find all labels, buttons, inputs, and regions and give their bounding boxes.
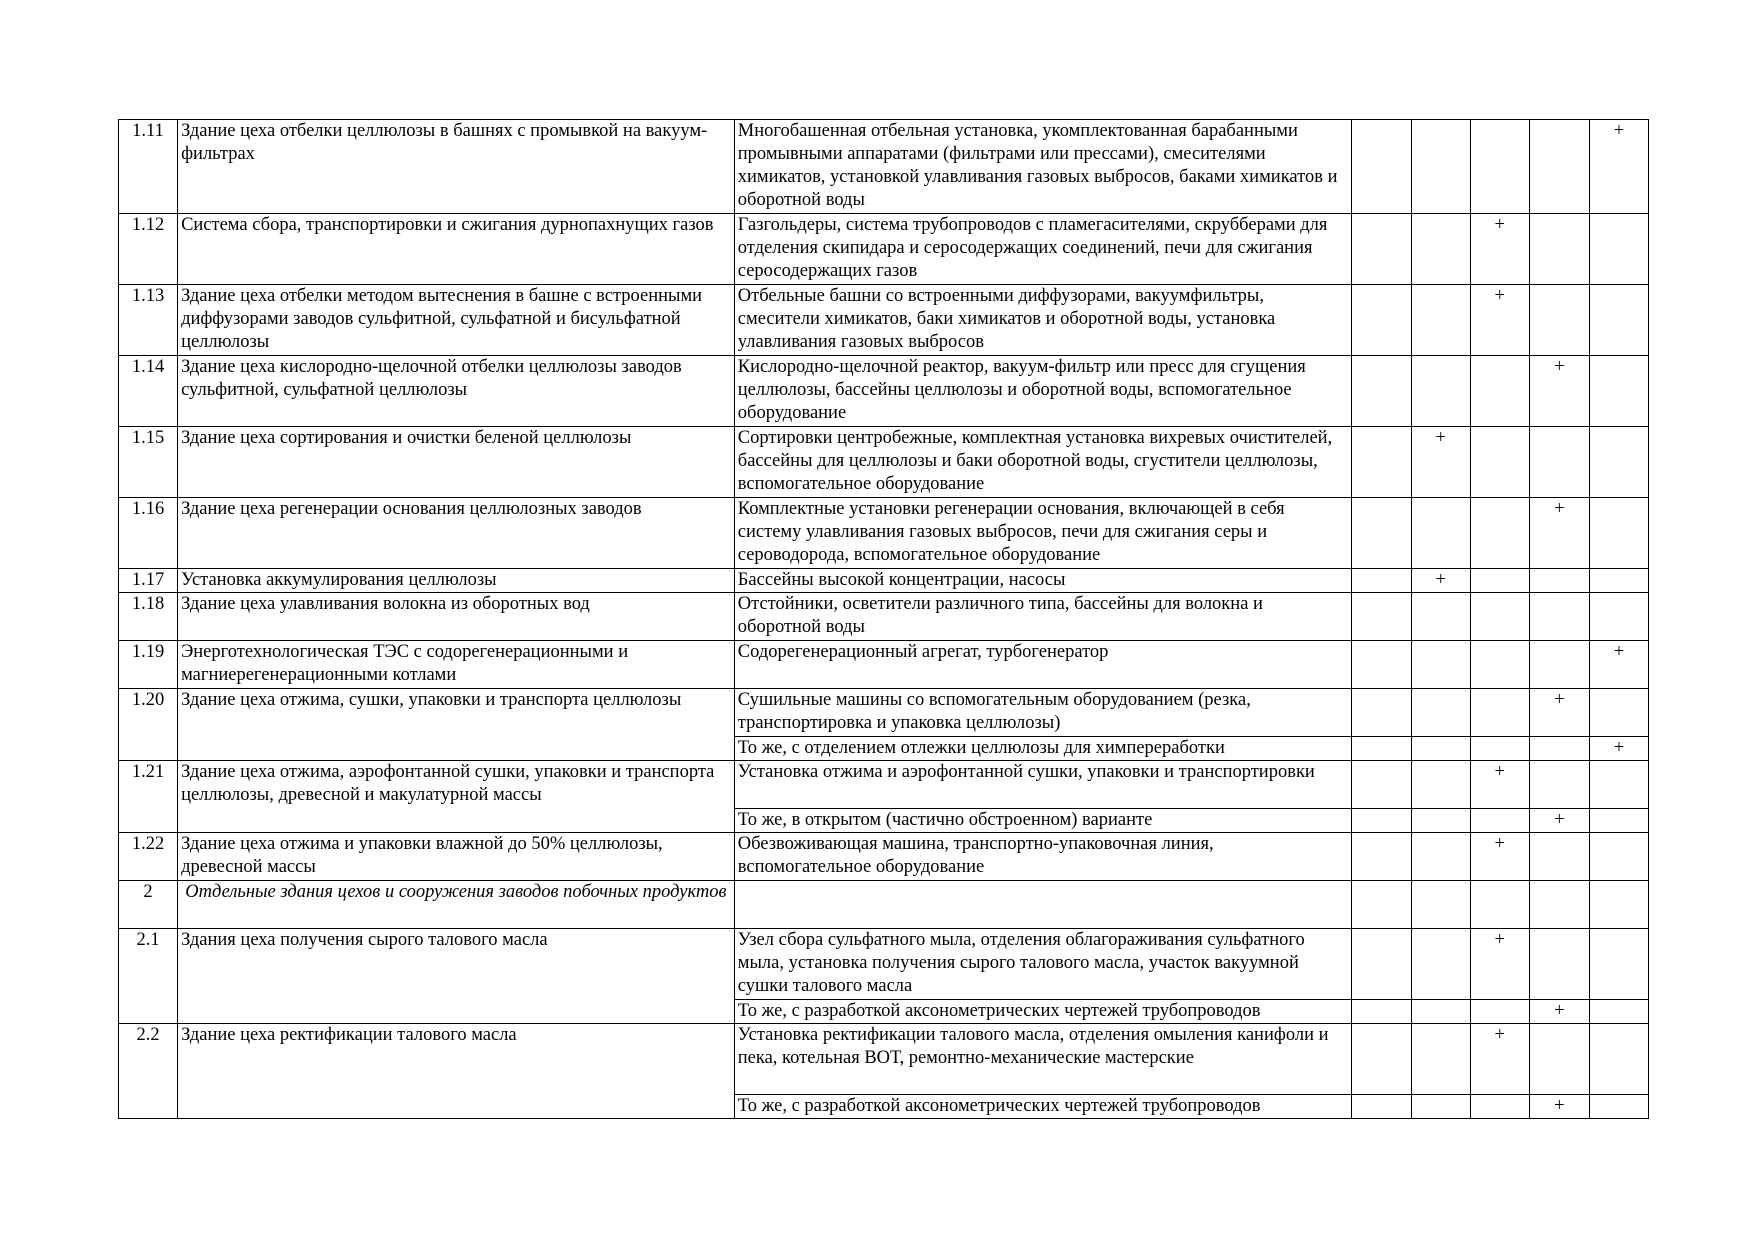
table-row: [119, 120, 1649, 214]
category-mark-3: [1470, 881, 1529, 929]
category-mark-1: [1351, 285, 1411, 356]
category-mark-5: [1589, 285, 1648, 356]
category-mark-2: +: [1411, 569, 1470, 593]
section-row: [119, 881, 1649, 929]
row-number: 1.12: [119, 214, 178, 285]
category-mark-4: [1529, 761, 1589, 809]
category-mark-5: +: [1589, 737, 1648, 761]
category-mark-2: [1411, 833, 1470, 881]
category-mark-4: +: [1529, 1000, 1589, 1024]
category-mark-4: [1529, 881, 1589, 929]
equipment-description: [734, 881, 1351, 929]
row-number: 1.16: [119, 498, 178, 569]
equipment-description: Установка отжима и аэрофонтанной сушки, упаковки и транспортировки: [734, 761, 1351, 809]
equipment-description: То же, в открытом (частично обстроенном) варианте: [734, 809, 1351, 833]
table-row: [119, 427, 1649, 498]
equipment-description: Узел сбора сульфатного мыла, отделения облагораживания сульфатного мыла, установка получения сырого талового масла, участок вакуумной сушки талового масла: [734, 929, 1351, 1000]
category-mark-5: [1589, 356, 1648, 427]
category-mark-1: [1351, 737, 1411, 761]
category-mark-3: [1470, 569, 1529, 593]
category-mark-5: [1589, 809, 1648, 833]
equipment-description: Установка ректификации талового масла, отделения омыления канифоли и пека, котельная ВОТ, ремонтно-механические мастерские: [734, 1024, 1351, 1095]
equipment-description: Отстойники, осветители различного типа, бассейны для волокна и оборотной воды: [734, 593, 1351, 641]
category-mark-5: [1589, 593, 1648, 641]
category-mark-2: [1411, 214, 1470, 285]
table-row: [119, 593, 1649, 641]
row-number: 1.13: [119, 285, 178, 356]
table-row: [119, 569, 1649, 593]
category-mark-3: [1470, 809, 1529, 833]
category-mark-3: [1470, 498, 1529, 569]
category-mark-2: [1411, 1024, 1470, 1095]
section-number: 2: [119, 881, 178, 929]
category-mark-1: [1351, 689, 1411, 737]
table-row: [119, 214, 1649, 285]
category-mark-2: [1411, 1095, 1470, 1119]
row-number: 2.2: [119, 1024, 178, 1119]
category-mark-3: +: [1470, 761, 1529, 809]
equipment-description: Кислородно-щелочной реактор, вакуум-фильтр или пресс для сгущения целлюлозы, бассейны целлюлозы и оборотной воды, вспомогательное оборудование: [734, 356, 1351, 427]
category-mark-5: [1589, 427, 1648, 498]
row-number: 1.20: [119, 689, 178, 761]
building-name: Установка аккумулирования целлюлозы: [178, 569, 735, 593]
category-mark-4: [1529, 569, 1589, 593]
category-mark-1: [1351, 881, 1411, 929]
category-mark-5: [1589, 833, 1648, 881]
building-name: Здание цеха кислородно-щелочной отбелки целлюлозы заводов сульфитной, сульфатной целлюлозы: [178, 356, 735, 427]
category-mark-3: [1470, 1095, 1529, 1119]
category-mark-1: [1351, 1095, 1411, 1119]
category-mark-4: +: [1529, 356, 1589, 427]
building-name: Здание цеха отбелки методом вытеснения в башне с встроенными диффузорами заводов сульфитной, сульфатной и бисульфатной целлюлозы: [178, 285, 735, 356]
category-mark-2: [1411, 120, 1470, 214]
table-row: [119, 761, 1649, 809]
category-mark-1: [1351, 1000, 1411, 1024]
category-mark-1: [1351, 761, 1411, 809]
category-mark-3: +: [1470, 214, 1529, 285]
category-mark-1: [1351, 427, 1411, 498]
category-mark-3: [1470, 689, 1529, 737]
category-mark-1: [1351, 120, 1411, 214]
category-mark-4: [1529, 737, 1589, 761]
category-mark-3: [1470, 427, 1529, 498]
category-mark-1: [1351, 833, 1411, 881]
category-mark-1: [1351, 929, 1411, 1000]
category-mark-5: [1589, 929, 1648, 1000]
category-mark-5: [1589, 1000, 1648, 1024]
equipment-description: Многобашенная отбельная установка, укомплектованная барабанными промывными аппаратами (фильтрами или прессами), смесителями химикатов, установкой улавливания газовых выбросов, баками химикатов и оборотной воды: [734, 120, 1351, 214]
category-mark-2: [1411, 929, 1470, 1000]
category-mark-5: +: [1589, 641, 1648, 689]
equipment-description: То же, с разработкой аксонометрических чертежей трубопроводов: [734, 1000, 1351, 1024]
category-mark-5: [1589, 1024, 1648, 1095]
category-mark-3: [1470, 1000, 1529, 1024]
table-row: [119, 1024, 1649, 1095]
table-row: [119, 929, 1649, 1000]
category-mark-1: [1351, 569, 1411, 593]
equipment-description: То же, с разработкой аксонометрических чертежей трубопроводов: [734, 1095, 1351, 1119]
row-number: 1.19: [119, 641, 178, 689]
category-mark-4: [1529, 285, 1589, 356]
equipment-description: Комплектные установки регенерации основания, включающей в себя систему улавливания газовых выбросов, печи для сжигания серы и сероводорода, вспомогательное оборудование: [734, 498, 1351, 569]
category-mark-1: [1351, 641, 1411, 689]
category-mark-1: [1351, 809, 1411, 833]
building-name: Здание цеха отжима и упаковки влажной до 50% целлюлозы, древесной массы: [178, 833, 735, 881]
row-number: 1.18: [119, 593, 178, 641]
category-mark-3: [1470, 593, 1529, 641]
category-mark-2: [1411, 1000, 1470, 1024]
category-mark-2: [1411, 689, 1470, 737]
equipment-description: Отбельные башни со встроенными диффузорами, вакуумфильтры, смесители химикатов, баки химикатов и оборотной воды, установка улавливания газовых выбросов: [734, 285, 1351, 356]
category-mark-1: [1351, 214, 1411, 285]
category-mark-4: [1529, 641, 1589, 689]
row-number: 1.15: [119, 427, 178, 498]
equipment-description: Бассейны высокой концентрации, насосы: [734, 569, 1351, 593]
building-name: Энерготехнологическая ТЭС с содорегенерационными и магниерегенерационными котлами: [178, 641, 735, 689]
row-number: 1.22: [119, 833, 178, 881]
category-mark-2: +: [1411, 427, 1470, 498]
category-mark-4: [1529, 1024, 1589, 1095]
category-mark-5: +: [1589, 120, 1648, 214]
category-mark-5: [1589, 761, 1648, 809]
section-title: Отдельные здания цехов и сооружения заводов побочных продуктов: [178, 881, 735, 929]
category-mark-3: +: [1470, 833, 1529, 881]
buildings-equipment-table: [118, 119, 1649, 1119]
category-mark-3: +: [1470, 285, 1529, 356]
building-name: Здание цеха отжима, сушки, упаковки и транспорта целлюлозы: [178, 689, 735, 761]
category-mark-5: [1589, 569, 1648, 593]
category-mark-1: [1351, 593, 1411, 641]
category-mark-4: [1529, 427, 1589, 498]
category-mark-5: [1589, 498, 1648, 569]
category-mark-5: [1589, 214, 1648, 285]
category-mark-4: [1529, 929, 1589, 1000]
category-mark-4: +: [1529, 1095, 1589, 1119]
building-name: Здание цеха отжима, аэрофонтанной сушки, упаковки и транспорта целлюлозы, древесной и макулатурной массы: [178, 761, 735, 833]
equipment-description: Сушильные машины со вспомогательным оборудованием (резка, транспортировка и упаковка целлюлозы): [734, 689, 1351, 737]
building-name: Здание цеха ректификации талового масла: [178, 1024, 735, 1119]
category-mark-2: [1411, 761, 1470, 809]
category-mark-3: +: [1470, 1024, 1529, 1095]
category-mark-5: [1589, 1095, 1648, 1119]
category-mark-4: [1529, 120, 1589, 214]
category-mark-3: [1470, 641, 1529, 689]
table-row: [119, 498, 1649, 569]
row-number: 1.11: [119, 120, 178, 214]
category-mark-2: [1411, 356, 1470, 427]
equipment-description: То же, с отделением отлежки целлюлозы для химпереработки: [734, 737, 1351, 761]
category-mark-3: [1470, 120, 1529, 214]
equipment-description: Сортировки центробежные, комплектная установка вихревых очистителей, бассейны для целлюлозы и баки оборотной воды, сгустители целлюлозы, вспомогательное оборудование: [734, 427, 1351, 498]
category-mark-1: [1351, 498, 1411, 569]
row-number: 1.14: [119, 356, 178, 427]
row-number: 1.17: [119, 569, 178, 593]
category-mark-4: [1529, 593, 1589, 641]
category-mark-2: [1411, 809, 1470, 833]
category-mark-3: [1470, 737, 1529, 761]
building-name: Здания цеха получения сырого талового масла: [178, 929, 735, 1024]
building-name: Здание цеха регенерации основания целлюлозных заводов: [178, 498, 735, 569]
category-mark-4: +: [1529, 689, 1589, 737]
building-name: Система сбора, транспортировки и сжигания дурнопахнущих газов: [178, 214, 735, 285]
category-mark-2: [1411, 641, 1470, 689]
equipment-description: Содорегенерационный агрегат, турбогенератор: [734, 641, 1351, 689]
row-number: 1.21: [119, 761, 178, 833]
table-row: [119, 833, 1649, 881]
category-mark-4: [1529, 214, 1589, 285]
category-mark-1: [1351, 1024, 1411, 1095]
equipment-description: Обезвоживающая машина, транспортно-упаковочная линия, вспомогательное оборудование: [734, 833, 1351, 881]
category-mark-3: [1470, 356, 1529, 427]
table-row: [119, 285, 1649, 356]
table-row: [119, 356, 1649, 427]
row-number: 2.1: [119, 929, 178, 1024]
table-row: [119, 689, 1649, 737]
equipment-description: Газгольдеры, система трубопроводов с пламегасителями, скрубберами для отделения скипидара и серосодержащих соединений, печи для сжигания серосодержащих газов: [734, 214, 1351, 285]
category-mark-3: +: [1470, 929, 1529, 1000]
category-mark-4: +: [1529, 498, 1589, 569]
category-mark-2: [1411, 737, 1470, 761]
building-name: Здание цеха улавливания волокна из оборотных вод: [178, 593, 735, 641]
category-mark-1: [1351, 356, 1411, 427]
category-mark-4: [1529, 833, 1589, 881]
building-name: Здание цеха отбелки целлюлозы в башнях с промывкой на вакуум-фильтрах: [178, 120, 735, 214]
category-mark-2: [1411, 881, 1470, 929]
category-mark-5: [1589, 689, 1648, 737]
category-mark-2: [1411, 498, 1470, 569]
category-mark-2: [1411, 593, 1470, 641]
building-name: Здание цеха сортирования и очистки беленой целлюлозы: [178, 427, 735, 498]
category-mark-4: +: [1529, 809, 1589, 833]
table-row: [119, 641, 1649, 689]
category-mark-5: [1589, 881, 1648, 929]
category-mark-2: [1411, 285, 1470, 356]
